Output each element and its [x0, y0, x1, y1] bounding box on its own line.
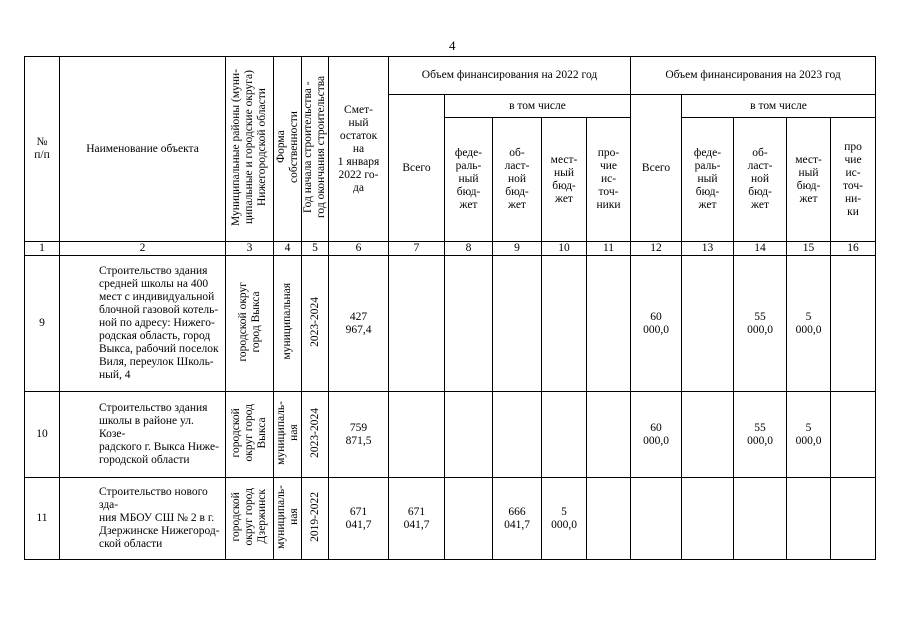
years-cell	[302, 256, 329, 392]
federal-2022-cell	[445, 478, 493, 560]
col-years-header	[302, 57, 329, 242]
col-name-header: Наименование объекта	[60, 57, 226, 242]
column-number: 12	[631, 242, 682, 256]
estimate-cell: 427 967,4	[329, 256, 389, 392]
column-number: 16	[831, 242, 876, 256]
local-2023-cell: 5 000,0	[787, 256, 831, 392]
years-text: 2023-2024	[308, 407, 321, 458]
local-2023-header: мест- ный бюд- жет	[787, 118, 831, 242]
other-2023-cell	[831, 392, 876, 478]
local-2023-cell	[787, 478, 831, 560]
column-number: 10	[542, 242, 587, 256]
local-2022-cell	[542, 256, 587, 392]
federal-2023-cell	[682, 478, 734, 560]
federal-2022-cell	[445, 256, 493, 392]
ownership-cell	[274, 256, 302, 392]
total-2023-cell: 60 000,0	[631, 392, 682, 478]
header-row	[25, 57, 876, 95]
column-number: 13	[682, 242, 734, 256]
fin-2023-header: Объем финансирования на 2023 год	[631, 57, 876, 95]
municipality-header-text: Муниципальные районы (муни- ципальные и городские округа) Нижегородской области	[230, 68, 268, 226]
col-estimate-header: Смет- ный остаток на 1 января 2022 го- да	[329, 57, 389, 242]
regional-2022-header: об- ласт- ной бюд- жет	[493, 118, 542, 242]
ownership-text: муниципаль- ная	[274, 484, 300, 549]
regional-2022-cell	[493, 256, 542, 392]
federal-2023-cell	[682, 256, 734, 392]
table-row	[25, 392, 876, 478]
years-header-text: Год начала строительства - год окончания строительства	[302, 75, 327, 219]
ownership-text: муниципальная	[281, 283, 293, 360]
row-number: 10	[25, 392, 60, 478]
page-number: 4	[449, 38, 456, 53]
incl-2023-header: в том числе	[682, 95, 876, 118]
ownership-text: муниципаль- ная	[274, 400, 300, 465]
estimate-cell: 671 041,7	[329, 478, 389, 560]
regional-2023-cell: 55 000,0	[734, 392, 787, 478]
local-2022-cell: 5 000,0	[542, 478, 587, 560]
other-2022-cell	[587, 256, 631, 392]
column-number: 9	[493, 242, 542, 256]
regional-2023-cell	[734, 478, 787, 560]
column-number: 6	[329, 242, 389, 256]
row-number: 11	[25, 478, 60, 560]
other-2023-cell	[831, 478, 876, 560]
years-text: 2019-2022	[308, 491, 321, 542]
other-2022-cell	[587, 392, 631, 478]
total-2022-cell	[389, 392, 445, 478]
financing-table	[24, 56, 876, 560]
column-number: 1	[25, 242, 60, 256]
ownership-cell	[274, 392, 302, 478]
federal-2023-cell	[682, 392, 734, 478]
ownership-header-text: Форма собственности	[274, 111, 300, 183]
column-number: 5	[302, 242, 329, 256]
fin-2022-header: Объем финансирования на 2022 год	[389, 57, 631, 95]
incl-2022-header: в том числе	[445, 95, 631, 118]
total-2023-cell	[631, 478, 682, 560]
estimate-cell: 759 871,5	[329, 392, 389, 478]
years-text: 2023-2024	[308, 296, 321, 347]
regional-2022-cell: 666 041,7	[493, 478, 542, 560]
column-number: 4	[274, 242, 302, 256]
column-number: 15	[787, 242, 831, 256]
col-municipality-header	[226, 57, 274, 242]
total-2022-header: Всего	[389, 95, 445, 242]
federal-2022-header: феде- раль- ный бюд- жет	[445, 118, 493, 242]
municipality-cell	[226, 392, 274, 478]
years-cell	[302, 392, 329, 478]
local-2022-cell	[542, 392, 587, 478]
other-2023-cell	[831, 256, 876, 392]
federal-2023-header: феде- раль- ный бюд- жет	[682, 118, 734, 242]
table-row	[25, 256, 876, 392]
row-number: 9	[25, 256, 60, 392]
column-number: 3	[226, 242, 274, 256]
municipality-text: городской округ город Выкса	[230, 403, 268, 462]
column-number: 7	[389, 242, 445, 256]
regional-2023-cell: 55 000,0	[734, 256, 787, 392]
local-2023-cell: 5 000,0	[787, 392, 831, 478]
other-2022-cell	[587, 478, 631, 560]
object-name: Строительство здания школы в районе ул. Козе- радского г. Выкса Ниже- городской области	[60, 392, 226, 478]
total-2022-cell	[389, 256, 445, 392]
total-2022-cell: 671 041,7	[389, 478, 445, 560]
federal-2022-cell	[445, 392, 493, 478]
municipality-cell	[226, 256, 274, 392]
regional-2023-header: об- ласт- ной бюд- жет	[734, 118, 787, 242]
municipality-text: городской округ город Выкса	[236, 281, 262, 362]
object-name: Строительство нового зда- ния МБОУ СШ № 2 в г. Дзержинске Нижегород- ской области	[60, 478, 226, 560]
col-num-header: № п/п	[25, 57, 60, 242]
total-2023-cell: 60 000,0	[631, 256, 682, 392]
column-number: 14	[734, 242, 787, 256]
other-2023-header: про чие ис- точ- ни- ки	[831, 118, 876, 242]
ownership-cell	[274, 478, 302, 560]
column-number: 11	[587, 242, 631, 256]
municipality-cell	[226, 478, 274, 560]
object-name: Строительство здания средней школы на 400 мест с индивидуальной блочной газовой котель- ной по адресу: Нижего- родская область, город Выкса, рабочий поселок Виля, переулок Школь- ный, 4	[60, 256, 226, 392]
col-ownership-header	[274, 57, 302, 242]
column-number: 2	[60, 242, 226, 256]
municipality-text: городской округ город Дзержинск	[230, 487, 268, 546]
other-2022-header: про- чие ис- точ- ники	[587, 118, 631, 242]
years-cell	[302, 478, 329, 560]
local-2022-header: мест- ный бюд- жет	[542, 118, 587, 242]
total-2023-header: Всего	[631, 95, 682, 242]
regional-2022-cell	[493, 392, 542, 478]
table-row	[25, 478, 876, 560]
column-numbers-row	[25, 242, 876, 256]
column-number: 8	[445, 242, 493, 256]
